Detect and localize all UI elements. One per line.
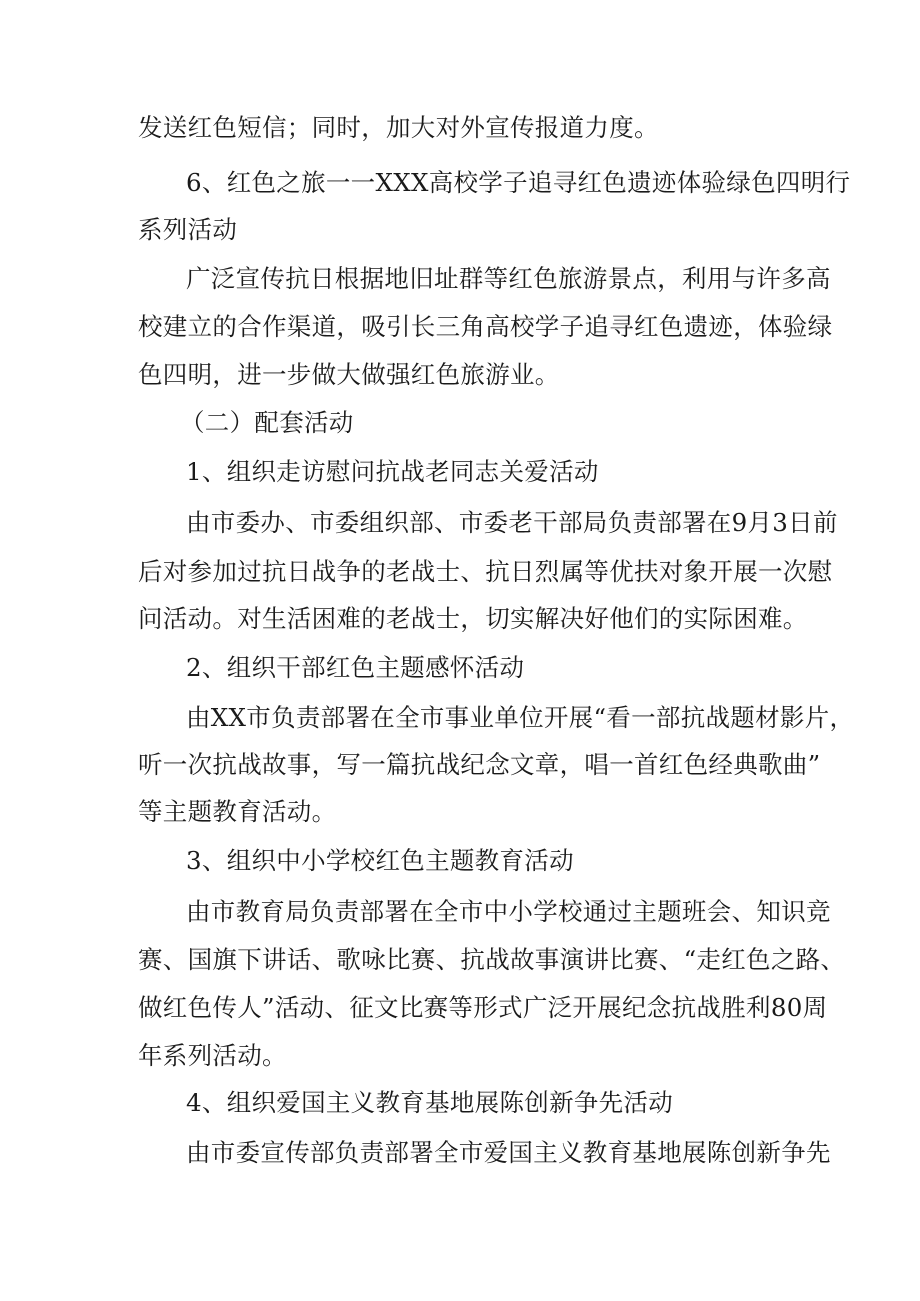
paragraph-line: 由市教育局负责部署在全市中小学校通过主题班会、知识竞: [186, 897, 831, 926]
item-heading-2: 2、组织干部红色主题感怀活动: [186, 653, 525, 682]
paragraph-line: 色四明，进一步做大做强红色旅游业。: [138, 360, 560, 389]
paragraph-line: 发送红色短信；同时，加大对外宣传报道力度。: [138, 113, 659, 142]
item-heading-3: 3、组织中小学校红色主题教育活动: [186, 846, 574, 875]
item-heading-1: 1、组织走访慰问抗战老同志关爱活动: [186, 457, 599, 486]
paragraph-line: 由XX市负责部署在全市事业单位开展“看一部抗战题材影片，: [186, 703, 855, 732]
paragraph-line: 年系列活动。: [138, 1041, 287, 1070]
paragraph-line: 广泛宣传抗日根据地旧址群等红色旅游景点，利用与许多高: [186, 264, 831, 293]
paragraph-line: 听一次抗战故事，写一篇抗战纪念文章，唱一首红色经典歌曲”: [138, 750, 821, 779]
section-heading-6-cont: 系列活动: [138, 215, 238, 244]
paragraph-line: 做红色传人”活动、征文比赛等形式广泛开展纪念抗战胜利80周: [138, 993, 828, 1022]
paragraph-line: 问活动。对生活困难的老战士，切实解决好他们的实际困难。: [138, 604, 808, 633]
item-heading-4: 4、组织爱国主义教育基地展陈创新争先活动: [186, 1088, 674, 1117]
paragraph-line: 后对参加过抗日战争的老战士、抗日烈属等优扶对象开展一次慰: [138, 557, 833, 586]
paragraph-line: 赛、国旗下讲话、歌咏比赛、抗战故事演讲比赛、“走红色之路、: [138, 945, 846, 974]
paragraph-line: 由市委宣传部负责部署全市爱国主义教育基地展陈创新争先: [186, 1138, 831, 1167]
section-heading-6: 6、红色之旅一一XXX高校学子追寻红色遗迹体验绿色四明行: [186, 168, 851, 197]
subsection-heading: （二）配套活动: [180, 408, 354, 437]
paragraph-line: 等主题教育活动。: [138, 797, 337, 826]
paragraph-line: 校建立的合作渠道，吸引长三角高校学子追寻红色遗迹，体验绿: [138, 312, 833, 341]
paragraph-line: 由市委办、市委组织部、市委老干部局负责部署在9月3日前: [186, 508, 838, 537]
